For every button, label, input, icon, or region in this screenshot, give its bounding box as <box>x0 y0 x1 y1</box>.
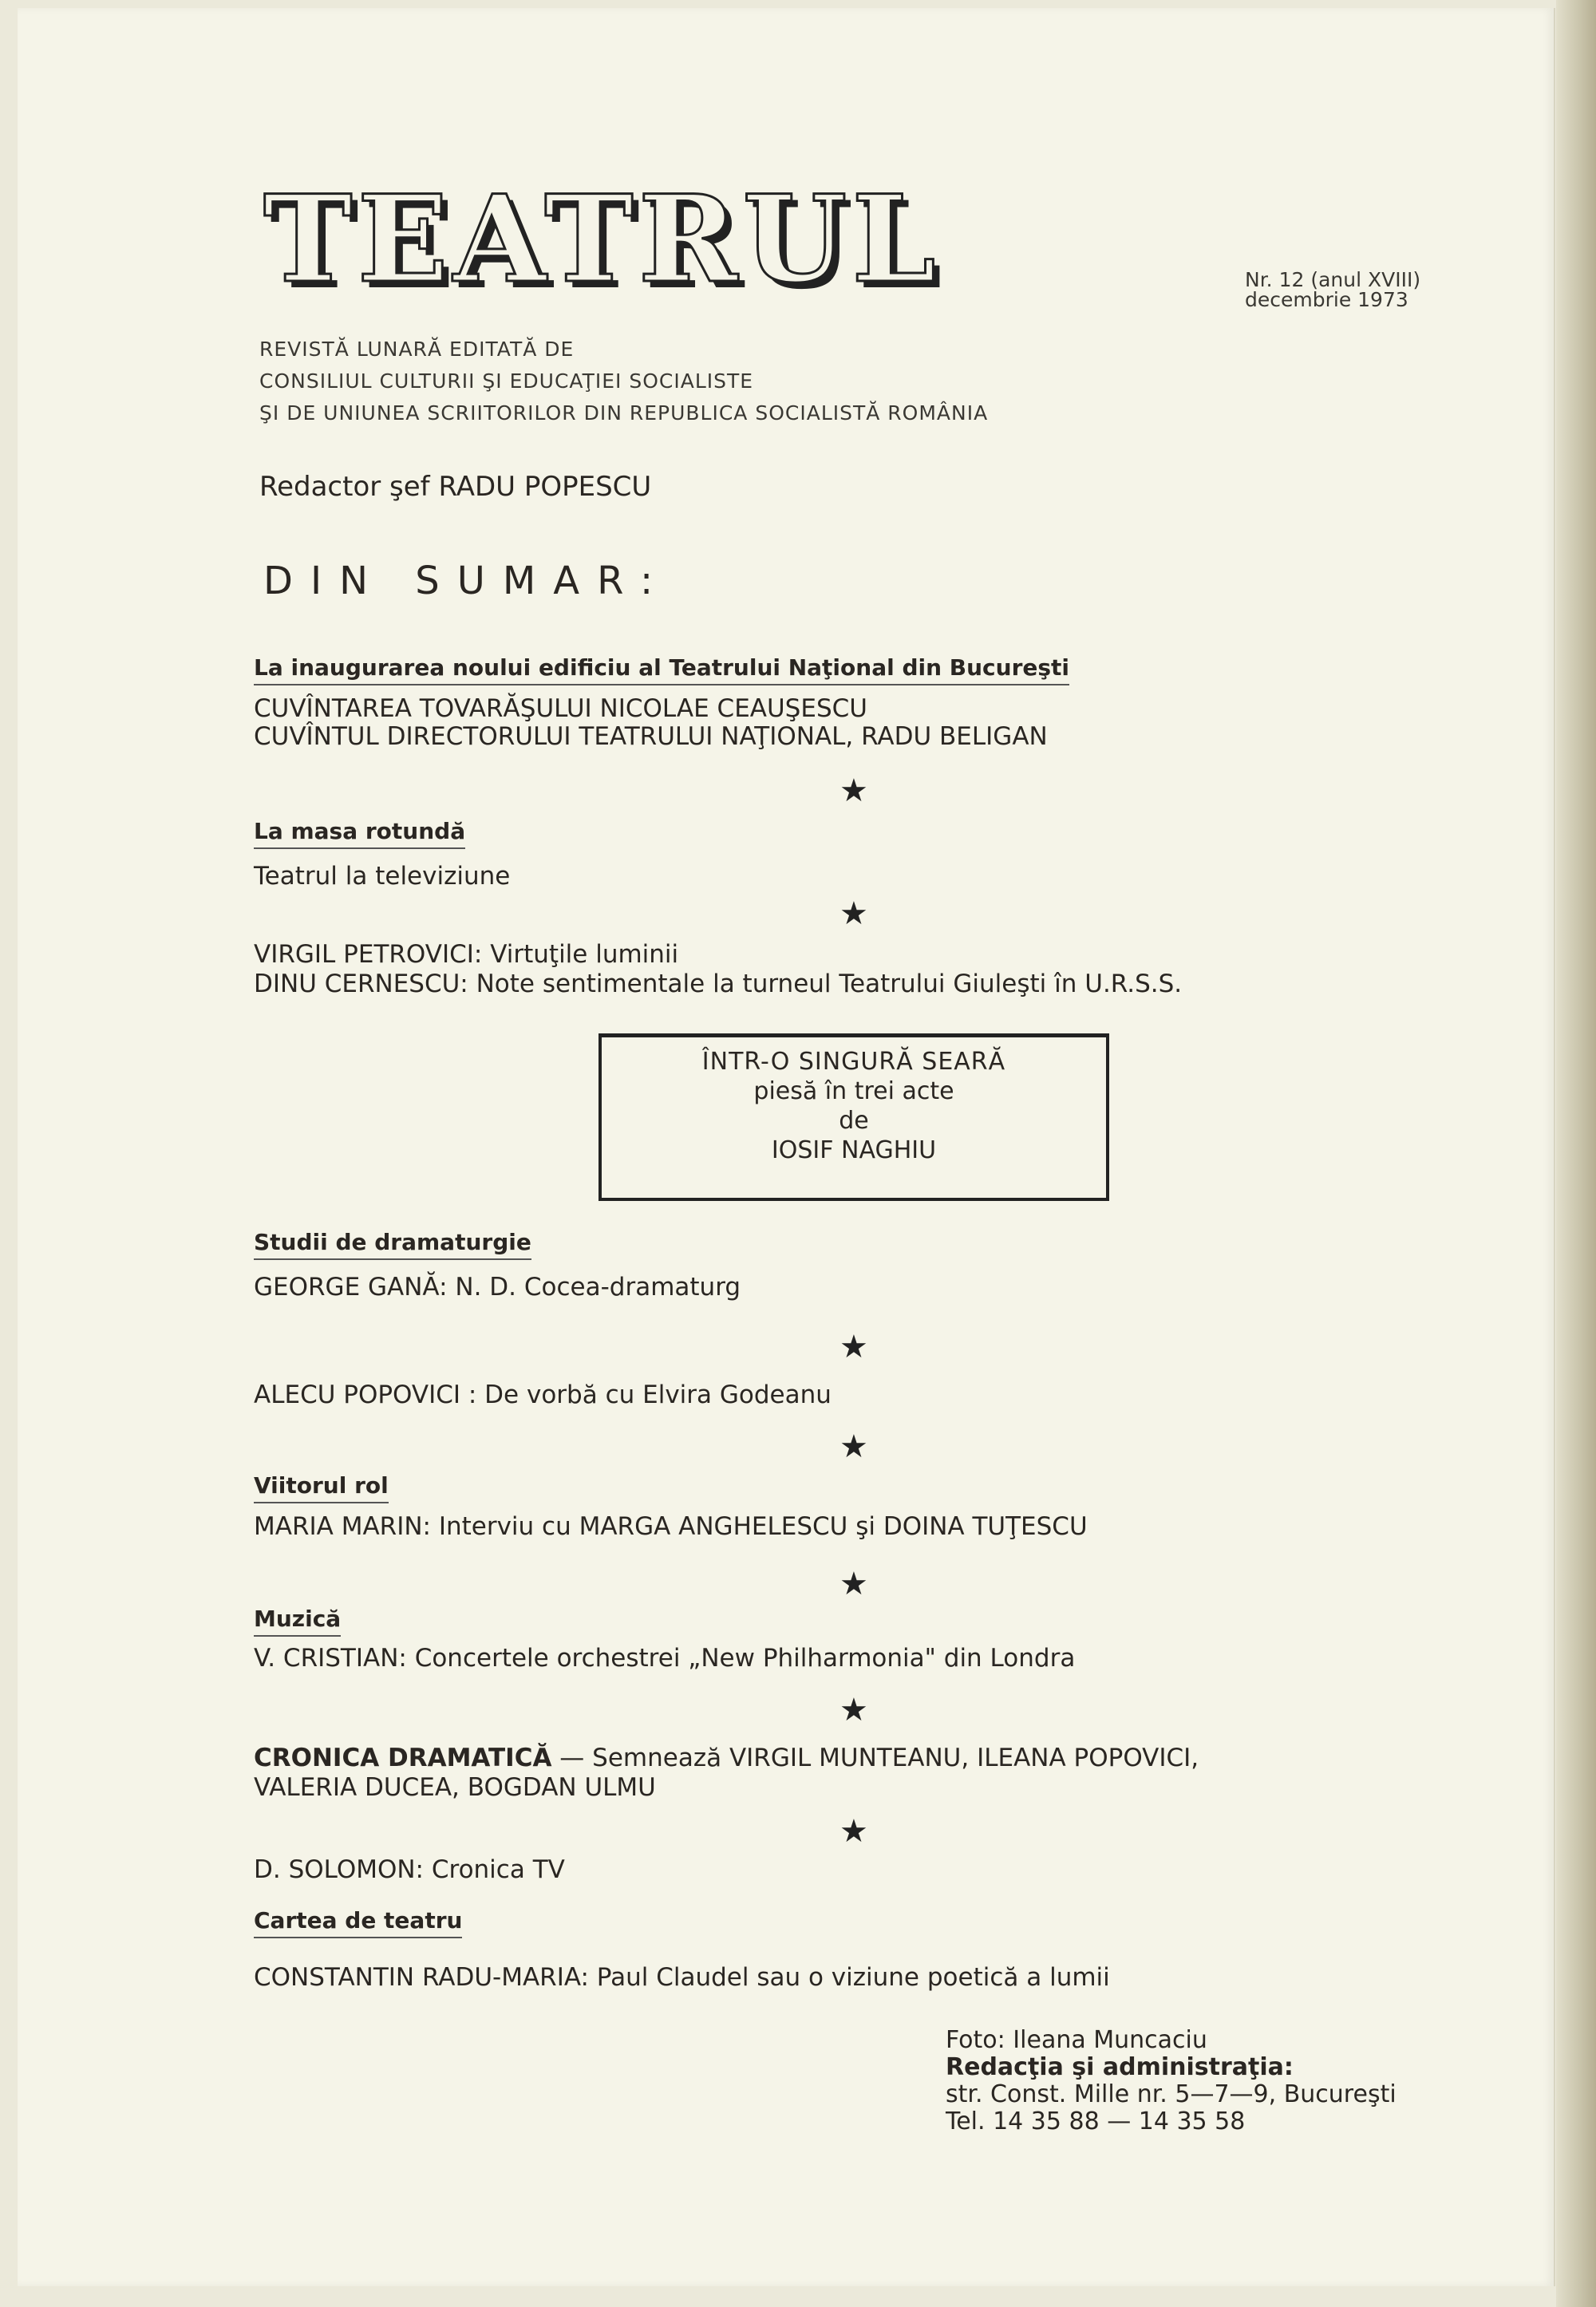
section-title-viitorul-rol: Viitorul rol <box>254 1472 389 1503</box>
phone: Tel. 14 35 88 — 14 35 58 <box>946 2108 1246 2135</box>
issue-info <box>1245 270 1420 310</box>
masthead-line: CONSILIUL CULTURII ŞI EDUCAŢIEI SOCIALISTE <box>259 369 754 393</box>
redactia-label: Redacţia şi administraţia: <box>946 2053 1294 2081</box>
address: str. Const. Mille nr. 5—7—9, Bucureşti <box>946 2080 1396 2108</box>
masthead-line: ŞI DE UNIUNEA SCRIITORILOR DIN REPUBLICA SOCIALISTĂ ROMÂNIA <box>259 401 989 425</box>
magazine-logo: TEATRUL <box>263 169 941 310</box>
toc-entry: VALERIA DUCEA, BOGDAN ULMU <box>254 1773 656 1802</box>
cronica-label: CRONICA DRAMATICĂ <box>254 1744 552 1772</box>
play-by: de <box>839 1107 869 1135</box>
cronica-authors: — Semnează VIRGIL MUNTEANU, ILEANA POPOVICI, <box>551 1744 1199 1772</box>
play-author: IOSIF NAGHIU <box>771 1136 937 1164</box>
star-separator: ★ <box>839 1692 868 1728</box>
star-separator: ★ <box>839 1566 868 1602</box>
toc-entry: ALECU POPOVICI : De vorbă cu Elvira Godeanu <box>254 1381 832 1409</box>
page-edge <box>1556 0 1596 2307</box>
section-title-inaugurare: La inaugurarea noului edificiu al Teatrului Naţional din Bucureşti <box>254 654 1069 685</box>
star-separator: ★ <box>839 1813 868 1850</box>
play-title: ÎNTR-O SINGURĂ SEARĂ <box>701 1048 1006 1076</box>
toc-entry: D. SOLOMON: Cronica TV <box>254 1855 565 1884</box>
issue-number: Nr. 12 (anul XVIII) <box>1245 268 1421 291</box>
toc-entry: GEORGE GANĂ: N. D. Cocea-dramaturg <box>254 1273 741 1302</box>
toc-entry: CUVÎNTAREA TOVARĂŞULUI NICOLAE CEAUŞESCU <box>254 694 867 723</box>
masthead <box>259 334 988 429</box>
section-title-studii: Studii de dramaturgie <box>254 1229 531 1260</box>
toc-entry: VIRGIL PETROVICI: Virtuţile luminii <box>254 940 679 969</box>
toc-entry: V. CRISTIAN: Concertele orchestrei „New Philharmonia" din Londra <box>254 1644 1076 1673</box>
editor-in-chief: Redactor şef RADU POPESCU <box>259 471 652 503</box>
toc-entry-cronica <box>254 1744 1199 1772</box>
toc-entry: DINU CERNESCU: Note sentimentale la turneul Teatrului Giuleşti în U.R.S.S. <box>254 970 1183 998</box>
photo-credit: Foto: Ileana Muncaciu <box>946 2026 1207 2054</box>
star-separator: ★ <box>839 1329 868 1365</box>
toc-entry: MARIA MARIN: Interviu cu MARGA ANGHELESCU şi DOINA TUŢESCU <box>254 1512 1088 1541</box>
star-separator: ★ <box>839 895 868 932</box>
masthead-line: REVISTĂ LUNARĂ EDITATĂ DE <box>259 338 575 361</box>
section-title-cartea: Cartea de teatru <box>254 1907 462 1938</box>
star-separator: ★ <box>839 772 868 809</box>
star-separator: ★ <box>839 1428 868 1465</box>
credits <box>946 2027 1396 2135</box>
section-title-muzica: Muzică <box>254 1606 341 1637</box>
featured-play-box <box>598 1033 1109 1201</box>
play-subtitle: piesă în trei acte <box>753 1077 954 1105</box>
toc-entry: Teatrul la televiziune <box>254 862 511 891</box>
toc-entry: CONSTANTIN RADU-MARIA: Paul Claudel sau o viziune poetică a lumii <box>254 1963 1110 1992</box>
summary-title: DIN SUMAR: <box>263 559 671 603</box>
section-title-masa-rotunda: La masa rotundă <box>254 818 465 849</box>
toc-entry: CUVÎNTUL DIRECTORULUI TEATRULUI NAŢIONAL, RADU BELIGAN <box>254 722 1048 751</box>
issue-date: decembrie 1973 <box>1245 288 1408 311</box>
